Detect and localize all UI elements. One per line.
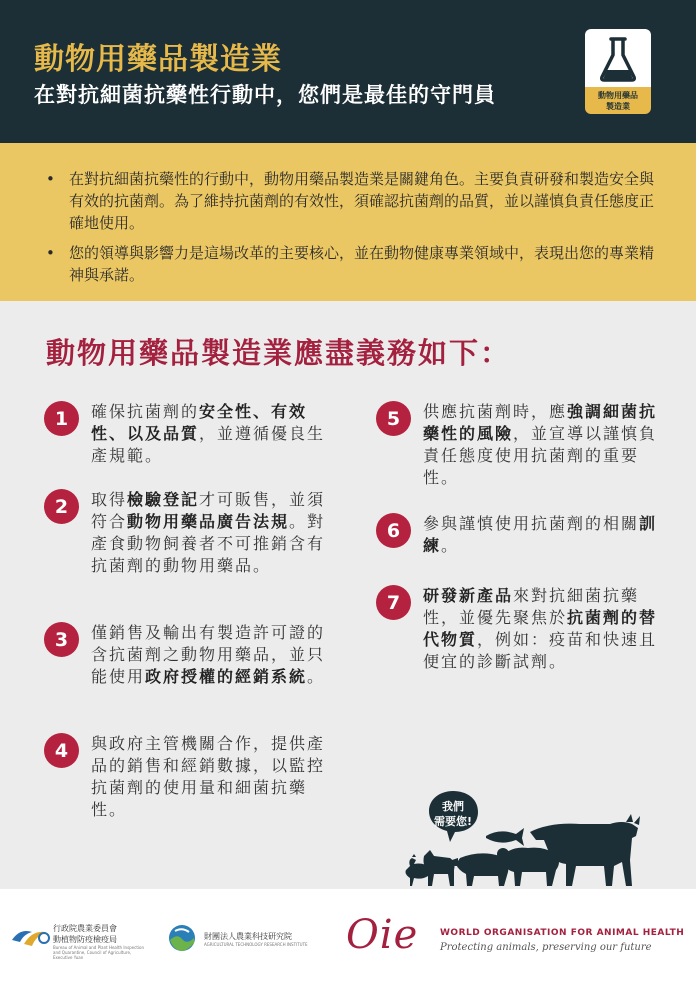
badge-icon-panel [585,29,651,87]
duty-text: 取得檢驗登記才可販售，並須符合動物用藥品廣告法規。對產食動物飼養者不可推銷含有抗菌劑的動物用藥品。 [91,490,326,575]
atri-logo [167,923,197,953]
duty-text: 僅銷售及輸出有製造許可證的含抗菌劑之動物用藥品，並只能使用政府授權的經銷系統。 [91,623,326,686]
badge-label [585,87,651,114]
flask-icon [585,29,651,87]
page-subtitle: 在對抗細菌抗藥性行動中，您們是最佳的守門員 [34,83,496,107]
org1-english: Bureau of Animal and Plant Health Inspection and Quarantine, Council of Agriculture, Executive Yuan [53,945,145,960]
badge-label-line2: 製造業 [606,102,630,111]
org2-english: AGRICULTURAL TECHNOLOGY RESEARCH INSTITUTE [204,942,308,947]
duty-item-7 [376,585,666,673]
intro-item: • 您的領導與影響力是這場改革的主要核心，並在動物健康專業領域中，表現出您的專業精神與承諾。 [46,242,656,286]
intro-item: • 在對抗細菌抗藥性的行動中，動物用藥品製造業是關鍵角色。主要負責研發和製造安全與有效的抗菌劑。為了維持抗菌劑的有效性，須確認抗菌劑的品質，並以謹慎負責任態度正確地使用。 [46,168,656,234]
duty-item-4 [44,733,342,821]
oie-name: WORLD ORGANISATION FOR ANIMAL HEALTH [440,928,685,938]
org2-name: 財團法人農業科技研究院 [204,932,292,941]
duty-number: 4 [44,733,79,768]
duty-number: 2 [44,489,79,524]
header [0,0,696,143]
intro-section [0,143,696,301]
duty-number: 1 [44,401,79,436]
duties-heading: 動物用藥品製造業應盡義務如下： [46,336,512,370]
duty-text: 確保抗菌劑的安全性、有效性、以及品質，並遵循優良生產規範。 [91,402,326,465]
duty-text: 與政府主管機關合作，提供產品的銷售和經銷數據，以監控抗菌劑的使用量和細菌抗藥性。 [91,734,326,819]
duty-item-5 [376,401,666,489]
duty-item-2 [44,489,334,577]
duty-text: 供應抗菌劑時，應強調細菌抗藥性的風險，並宣導以謹慎負責任態度使用抗菌劑的重要性。 [423,402,658,487]
duty-item-6 [376,513,666,557]
duty-number: 3 [44,622,79,657]
duty-item-3 [44,622,334,688]
manufacturer-badge [585,29,651,114]
speech-bubble-text: 我們 需要您! [433,800,473,828]
oie-logo: Oie [346,912,419,958]
duty-item-1 [44,401,334,467]
animals-silhouette [400,810,645,890]
org1-name: 行政院農業委員會 動植物防疫檢疫局 [53,924,117,944]
badge-label-line1: 動物用藥品 [598,91,638,100]
duty-text: 參與謹慎使用抗菌劑的相關訓練。 [423,514,658,555]
duty-number: 7 [376,585,411,620]
page-title: 動物用藥品製造業 [34,42,282,77]
oie-tagline: Protecting animals, preserving our future [440,942,652,953]
duty-number: 6 [376,513,411,548]
intro-list [46,168,656,294]
duty-text: 研發新產品來對抗細菌抗藥性，並優先聚焦於抗菌劑的替代物質，例如：疫苗和快速且便宜的診斷試劑。 [423,586,658,671]
boaphiq-logo [10,924,52,948]
duty-number: 5 [376,401,411,436]
